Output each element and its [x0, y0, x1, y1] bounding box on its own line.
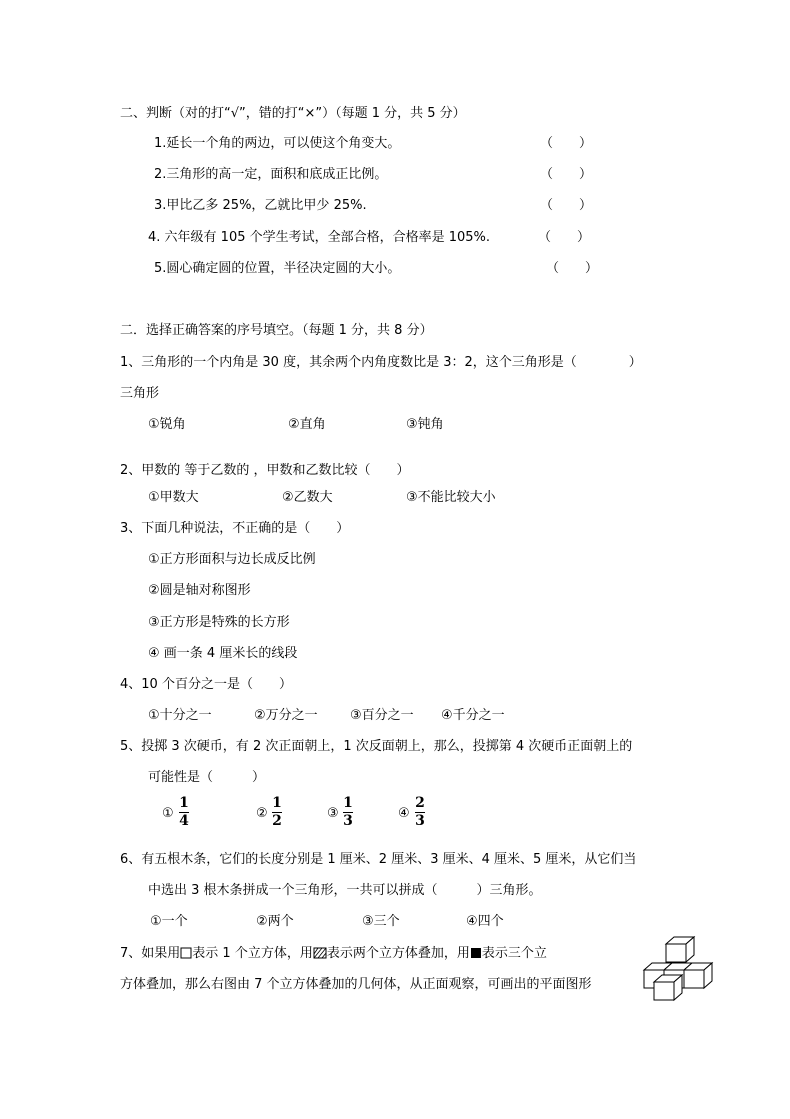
- q7-text: [120, 945, 547, 963]
- q6-option-4[interactable]: ④四个: [466, 914, 504, 929]
- q4-option-4[interactable]: ④千分之一: [441, 708, 505, 723]
- q5-option-4-numerator: 2: [415, 795, 425, 811]
- q5-option-2-denominator: 2: [272, 813, 282, 829]
- cube-face: [666, 944, 686, 962]
- q5-option-1-numerator: 1: [179, 795, 189, 811]
- q1-option-2[interactable]: ②直角: [288, 417, 326, 432]
- cube-face: [684, 970, 704, 988]
- q5-option-3-fraction: [343, 796, 353, 829]
- q6-option-3[interactable]: ③三个: [362, 914, 400, 929]
- q3-option-4[interactable]: ④ 画一条 4 厘米长的线段: [148, 646, 298, 661]
- q4-option-2[interactable]: ②万分之一: [254, 708, 318, 723]
- q6-text: 6、有五根木条，它们的长度分别是 1 厘米、2 厘米、3 厘米、4 厘米、5 厘米，从它们当: [120, 852, 637, 867]
- q2-option-2[interactable]: ②乙数大: [282, 490, 333, 505]
- q5-option-2-numerator: 1: [272, 795, 282, 811]
- judge-answer-blank-3[interactable]: （ ）: [540, 198, 593, 213]
- section-choice-title: 二．选择正确答案的序号填空。（每题 1 分，共 8 分）: [120, 323, 433, 338]
- q7-text-part-b: 表示 1 个立方体，用: [192, 946, 313, 961]
- q6-text-cont: 中选出 3 根木条拼成一个三角形，一共可以拼成（ ）三角形。: [148, 883, 542, 898]
- q4-text: 4、10 个百分之一是（ ）: [120, 677, 292, 692]
- single-cube-square-icon: [180, 947, 192, 959]
- judge-item-4: 4. 六年级有 105 个学生考试，全部合格，合格率是 105%.: [148, 230, 491, 245]
- q7-text-cont: 方体叠加，那么右图由 7 个立方体叠加的几何体，从正面观察，可画出的平面图形: [120, 977, 592, 992]
- q6-option-1[interactable]: ①一个: [150, 914, 188, 929]
- q1-text-cont: 三角形: [120, 386, 160, 401]
- section-judge-title: 二、判断（对的打“√”，错的打“×”）（每题 1 分，共 5 分）: [120, 106, 466, 121]
- q5-text: 5、投掷 3 次硬币，有 2 次正面朝上，1 次反面朝上，那么，投掷第 4 次硬币正面朝上的: [120, 739, 633, 754]
- hatched-square-icon: [313, 947, 327, 959]
- judge-item-5: 5.圆心确定圆的位置，半径决定圆的大小。: [154, 261, 401, 276]
- q2-option-1[interactable]: ①甲数大: [148, 490, 199, 505]
- q1-option-1[interactable]: ①锐角: [148, 417, 186, 432]
- q5-option-2-mark: ②: [256, 806, 268, 821]
- q5-option-3-denominator: 3: [343, 813, 353, 829]
- q3-option-3[interactable]: ③正方形是特殊的长方形: [148, 615, 290, 630]
- q5-option-4-denominator: 3: [415, 813, 425, 829]
- q1-option-3[interactable]: ③钝角: [406, 417, 444, 432]
- q7-text-part-c: 表示两个立方体叠加，用: [326, 946, 470, 961]
- q7-text-part-a: 7、如果用: [120, 946, 181, 961]
- judge-item-1: 1.延长一个角的两边，可以使这个角变大。: [154, 136, 401, 151]
- q5-option-3-numerator: 1: [343, 795, 353, 811]
- q2-option-3[interactable]: ③不能比较大小: [406, 490, 496, 505]
- stacked-cubes-figure: [632, 932, 714, 1002]
- q5-option-4-fraction: [415, 796, 425, 829]
- q5-option-1-fraction: [179, 796, 189, 829]
- judge-answer-blank-1[interactable]: （ ）: [540, 136, 593, 151]
- q2-text: 2、甲数的 等于乙数的 ，甲数和乙数比较（ ）: [120, 463, 410, 478]
- q5-option-3-mark: ③: [327, 806, 339, 821]
- q3-text: 3、下面几种说法，不正确的是（ ）: [120, 521, 350, 536]
- judge-answer-blank-4[interactable]: （ ）: [538, 230, 591, 245]
- judge-item-2: 2.三角形的高一定，面积和底成正比例。: [154, 167, 388, 182]
- q5-option-4-mark: ④: [398, 806, 410, 821]
- q5-option-2-fraction: [272, 796, 282, 829]
- q5-option-1-denominator: 4: [179, 813, 189, 829]
- judge-answer-blank-5[interactable]: （ ）: [546, 261, 599, 276]
- q7-text-part-d: 表示三个立: [481, 946, 547, 961]
- judge-item-3: 3.甲比乙多 25%，乙就比甲少 25%.: [154, 198, 367, 213]
- q3-option-2[interactable]: ②圆是轴对称图形: [148, 583, 251, 598]
- judge-answer-blank-2[interactable]: （ ）: [540, 167, 593, 182]
- q6-option-2[interactable]: ②两个: [256, 914, 294, 929]
- q4-option-1[interactable]: ①十分之一: [148, 708, 212, 723]
- filled-square-icon: [470, 947, 482, 959]
- q3-option-1[interactable]: ①正方形面积与边长成反比例: [148, 552, 316, 567]
- cube-face: [654, 982, 674, 1000]
- q5-text-cont: 可能性是（ ）: [148, 770, 266, 785]
- q5-option-1-mark: ①: [162, 806, 174, 821]
- q1-text: 1、三角形的一个内角是 30 度，其余两个内角度数比是 3：2，这个三角形是（ ）: [120, 355, 642, 370]
- q4-option-3[interactable]: ③百分之一: [350, 708, 414, 723]
